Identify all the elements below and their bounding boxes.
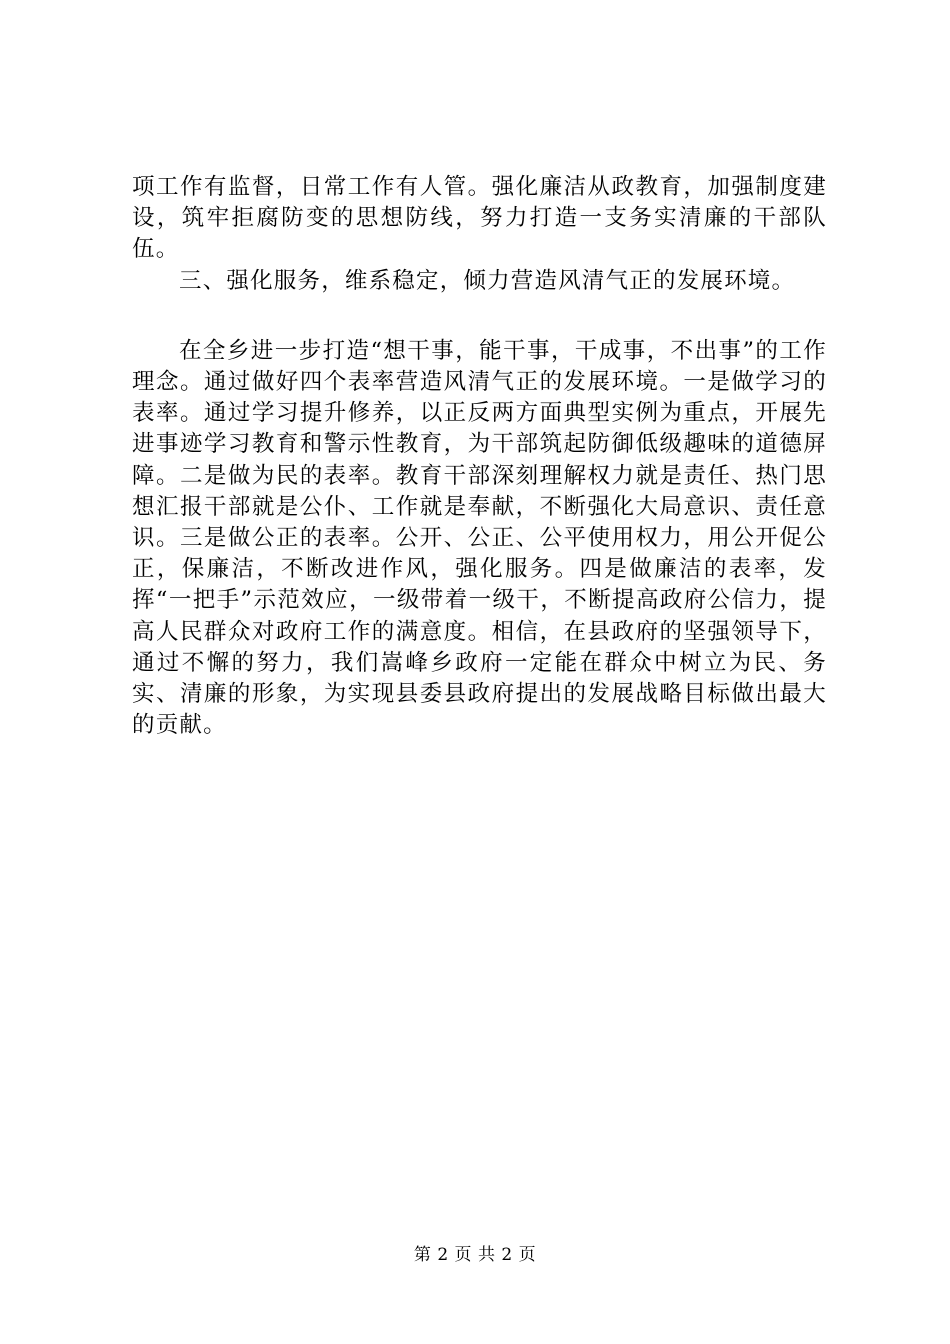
section-heading: 三、强化服务，维系稳定，倾力营造风清气正的发展环境。 [179,267,796,294]
paragraph-body: 在全乡进一步打造“想干事，能干事，干成事，不出事”的工作理念。通过做好四个表率营造风清气正的发展环境。一是做学习的表率。通过学习提升修养，以正反两方面典型实例为重点，开展先进事迹学习教育和警示性教育，为干部筑起防御低级趣味的道德屏障。二是做为民的表率。教育干部深刻理解权力就是责任、热门思想汇报干部就是公仆、工作就是奉献，不断强化大局意识、责任意识。三是做公正的表率。公开、公正、公平使用权力，用公开促公正，保廉洁，不断改进作风，强化服务。四是做廉洁的表率，发挥“一把手”示范效应，一级带着一级干，不断提高政府公信力，提高人民群众对政府工作的满意度。相信，在县政府的坚强领导下，通过不懈的努力，我们嵩峰乡政府一定能在群众中树立为民、务实、清廉的形象，为实现县委县政府提出的发展战略目标做出最大的贡献。 [132,337,827,739]
document-body [132,172,827,741]
page-number-footer: 第 2 页 共 2 页 [413,1245,537,1265]
paragraph-spacer [132,297,827,336]
paragraph-continuation: 项工作有监督，日常工作有人管。强化廉洁从政教育，加强制度建设，筑牢拒腐防变的思想防线，努力打造一支务实清廉的干部队伍。 [132,174,827,263]
